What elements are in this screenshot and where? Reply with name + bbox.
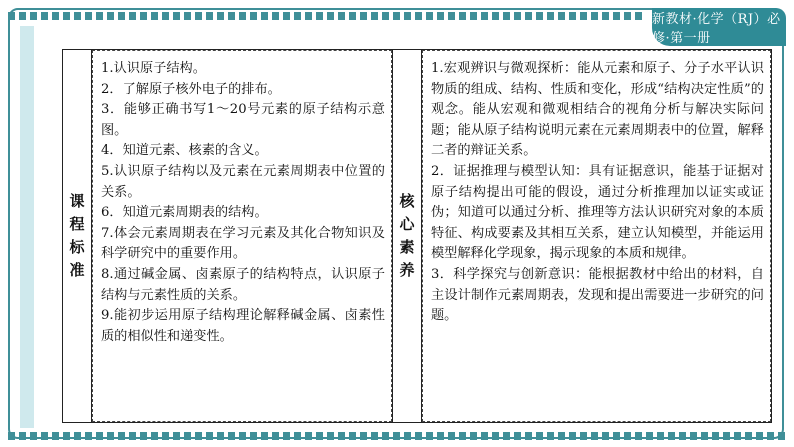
top-stripe-decoration (8, 12, 644, 20)
core-literacy-box (422, 50, 771, 422)
curriculum-standard-item: 9.能初步运用原子结构理论解释碱金属、卤素性质的相似性和递变性。 (101, 308, 385, 344)
curriculum-standard-label: 课程标准 (69, 192, 85, 279)
curriculum-standard-list (93, 51, 391, 353)
core-literacy-item: 1.宏观辨识与微观探析：能从元素和原子、分子水平认识物质的组成、结构、性质和变化，形成“结构决定性质”的观念。能从宏观和微观相结合的视角分析与解决实际问题；能从原子结构说明元素在元素周期表中的位置，解释二者的辩证关系。 (431, 61, 764, 159)
curriculum-standard-item: 5.认识原子结构以及元素在元素周期表中位置的关系。 (101, 163, 385, 200)
core-literacy-content-cell (422, 50, 772, 423)
core-literacy-item: 3．科学探究与创新意识：能根据教材中给出的材料，自主设计制作元素周期表，发现和提出需要进一步研究的问题。 (431, 266, 764, 324)
curriculum-standard-item: 2．了解原子核外电子的排布。 (101, 81, 281, 97)
curriculum-standard-item: 6．知道元素周期表的结构。 (101, 205, 268, 221)
curriculum-standard-item: 1.认识原子结构。 (101, 61, 206, 76)
core-literacy-label-cell (393, 50, 422, 423)
core-literacy-label: 核心素养 (399, 192, 415, 279)
curriculum-standard-label-cell (63, 50, 92, 423)
curriculum-standard-item: 7.体会元素周期表在学习元素及其化合物知识及科学研究中的重要作用。 (101, 225, 385, 262)
curriculum-standard-box (92, 50, 392, 422)
curriculum-standard-item: 4．知道元素、核素的含义。 (101, 143, 268, 159)
book-title-tab: 新教材·化学（RJ）必修·第一册 (652, 8, 786, 46)
bottom-stripe-decoration (8, 432, 786, 440)
curriculum-table (62, 49, 772, 423)
curriculum-standard-item: 8.通过碱金属、卤素原子的结构特点，认识原子结构与元素性质的关系。 (101, 266, 385, 303)
core-literacy-item: 2．证据推理与模型认知：具有证据意识，能基于证据对原子结构提出可能的假设，通过分析推理加以证实或证伪；知道可以通过分析、推理等方法认识研究对象的本质特征、构成要素及其相互关系，建立认知模型，并能运用模型解释化学现象，揭示现象的本质和规律。 (431, 163, 764, 262)
left-side-bar (20, 26, 34, 428)
curriculum-standard-item: 3．能够正确书写1～20号元素的原子结构示意图。 (101, 102, 385, 138)
curriculum-standard-content-cell (92, 50, 393, 423)
core-literacy-list (423, 51, 770, 333)
